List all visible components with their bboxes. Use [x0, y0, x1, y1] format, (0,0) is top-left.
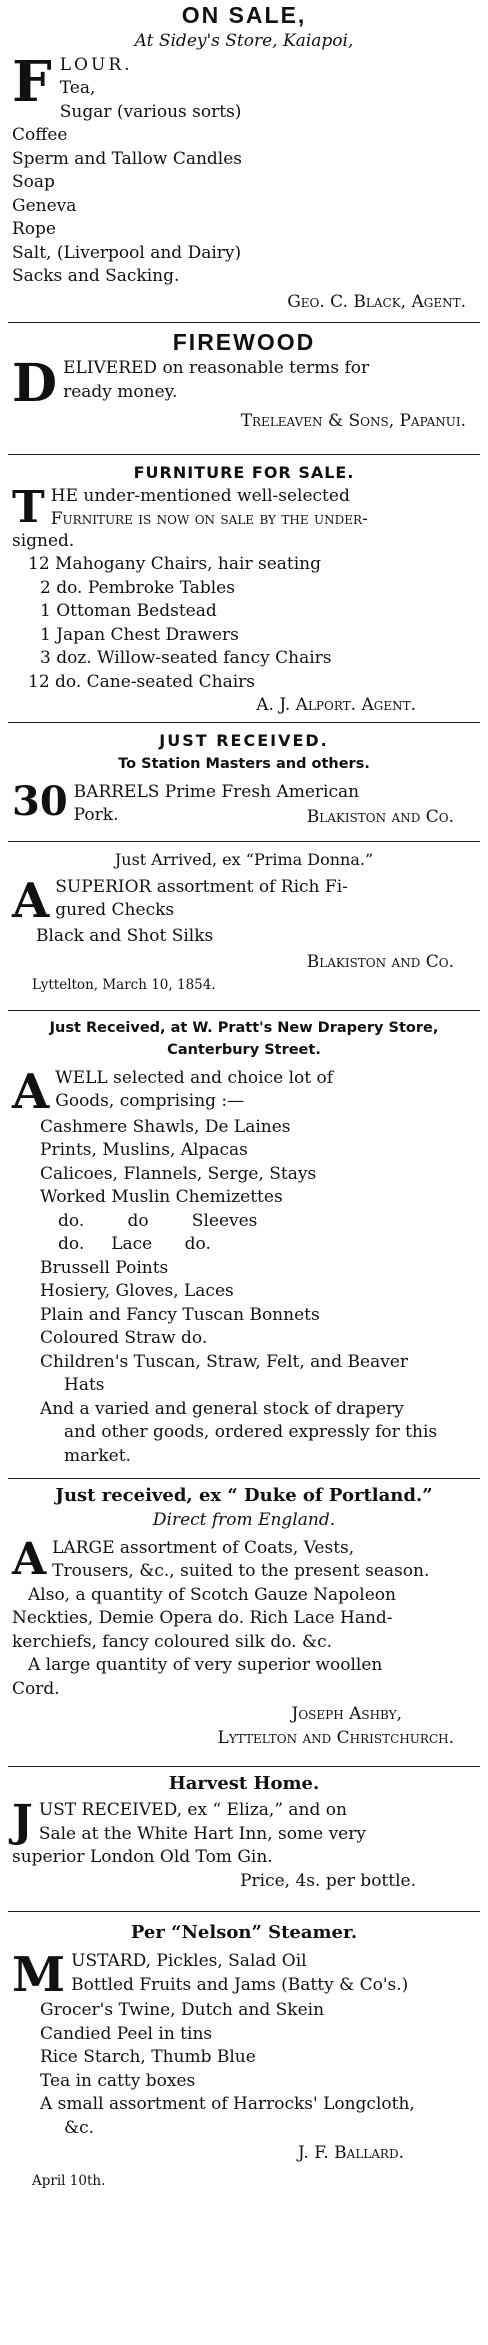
ad-text-line: HE under-mentioned well-selected — [50, 485, 350, 506]
list-item: do. do Sleeves — [58, 1210, 258, 1231]
ad-price: Price, 4s. per bottle. — [240, 1870, 416, 1891]
list-item: Hosiery, Gloves, Laces — [40, 1281, 234, 1301]
list-item: Worked Muslin Chemizettes — [40, 1187, 283, 1207]
ad-text-line: Black and Shot Silks — [36, 925, 214, 946]
item-list — [12, 1999, 476, 2140]
ad-subtitle: To Station Masters and others. — [118, 755, 370, 772]
ad-text-line: ready money. — [63, 381, 178, 402]
ad-text-line: And a varied and general stock of drapery — [40, 1398, 404, 1419]
divider — [8, 322, 480, 323]
list-item: Sacks and Sacking. — [12, 266, 180, 286]
ad-text-line: gured Checks — [55, 900, 175, 920]
drop-cap: T — [12, 481, 45, 533]
list-item: Cashmere Shawls, De Laines — [40, 1116, 291, 1137]
list-item: Geneva — [12, 195, 77, 216]
item-list — [12, 1116, 476, 1398]
ad-pratt-drapery — [12, 1017, 476, 1469]
ad-duke-of-portland — [12, 1483, 476, 1750]
item-list — [12, 77, 476, 289]
drop-cap: A — [12, 872, 50, 929]
ad-title: Per “Nelson” Steamer. — [130, 1922, 358, 1943]
ad-harvest-home — [12, 1771, 476, 1893]
divider — [8, 1010, 480, 1011]
divider — [8, 454, 480, 455]
list-item: Plain and Fancy Tuscan Bonnets — [40, 1304, 320, 1325]
drop-cap: A — [12, 1533, 47, 1585]
ad-dateline: April 10th. — [32, 2172, 106, 2189]
ad-text-line: SUPERIOR assortment of Rich Fi- — [55, 876, 348, 897]
ad-just-received — [12, 729, 476, 830]
list-item: Soap — [12, 172, 55, 192]
ad-title: FURNITURE FOR SALE. — [133, 462, 355, 482]
list-item: 12 do. Cane-seated Chairs — [28, 671, 256, 692]
list-item: Coffee — [12, 125, 68, 145]
ad-text-line: signed. — [12, 530, 75, 551]
ad-title: Just Arrived, ex “Prima Donna.” — [114, 850, 374, 869]
ad-text-line: and other goods, ordered expressly for this — [64, 1422, 438, 1442]
ad-text-line: Bottled Fruits and Jams (Batty & Co's.) — [71, 1974, 409, 1995]
item-list — [12, 553, 476, 694]
drop-cap: F — [12, 48, 52, 115]
drop-cap: J — [12, 1796, 33, 1847]
ad-text-line: BARRELS Prime Fresh American — [73, 781, 360, 802]
list-item: Tea in catty boxes — [40, 2070, 196, 2091]
list-item: Coloured Straw do. — [40, 1328, 208, 1348]
ad-text-line: Pork. — [73, 805, 119, 825]
divider — [8, 1911, 480, 1912]
ad-title: FIREWOOD — [172, 329, 316, 355]
ad-text-line: UST RECEIVED, ex “ Eliza,” and on — [38, 1800, 347, 1820]
ad-signature-location: Lyttelton and Christchurch. — [217, 1727, 454, 1748]
ad-subtitle: Direct from England. — [152, 1510, 336, 1530]
list-item: 1 Japan Chest Drawers — [40, 624, 239, 645]
ad-text-line: Neckties, Demie Opera do. Rich Lace Hand- — [12, 1608, 393, 1628]
divider — [8, 722, 480, 723]
list-item: Calicoes, Flannels, Serge, Stays — [40, 1163, 317, 1184]
ad-title: JUST RECEIVED. — [159, 730, 329, 750]
list-item: do. Lace do. — [58, 1234, 211, 1254]
drop-cap: D — [12, 353, 58, 414]
list-item: Rope — [12, 219, 56, 239]
ad-text-line: market. — [64, 1445, 131, 1466]
list-item: A small assortment of Harrocks' Longcloth, — [40, 2094, 415, 2114]
ad-text-line: Furniture is now on sale by the under- — [50, 509, 368, 529]
ad-on-sale — [12, 0, 476, 314]
list-item: &c. — [64, 2117, 95, 2138]
list-item: 12 Mahogany Chairs, hair seating — [28, 554, 321, 574]
ad-signature: Joseph Ashby, — [291, 1704, 402, 1724]
ad-nelson-steamer — [12, 1920, 476, 2193]
drop-cap: M — [12, 1947, 66, 2003]
ad-signature: Treleaven & Sons, Papanui. — [240, 411, 466, 431]
list-item: Brussell Points — [40, 1257, 169, 1278]
list-item: Prints, Muslins, Alpacas — [40, 1140, 248, 1160]
list-item: Hats — [64, 1375, 105, 1395]
ad-dateline: Lyttelton, March 10, 1854. — [32, 977, 216, 993]
list-item: Tea, — [59, 78, 96, 98]
list-item: Sperm and Tallow Candles — [12, 148, 243, 169]
ad-signature: Blakiston and Co. — [306, 806, 454, 827]
ad-subtitle: Canterbury Street. — [167, 1041, 321, 1058]
ad-text-line: Also, a quantity of Scotch Gauze Napoleon — [28, 1584, 396, 1605]
ad-text-line: Goods, comprising :— — [55, 1091, 245, 1111]
ad-signature: J. F. Ballard. — [297, 2143, 404, 2163]
ad-first-line: LOUR. — [59, 54, 133, 75]
ad-text-line: A large quantity of very superior woollen — [28, 1655, 383, 1675]
list-item: Salt, (Liverpool and Dairy) — [12, 242, 242, 263]
list-item: Rice Starch, Thumb Blue — [40, 2047, 256, 2067]
divider — [8, 1766, 480, 1767]
divider — [8, 1478, 480, 1479]
ad-text-line: Trousers, &c., suited to the present season. — [52, 1561, 430, 1581]
drop-cap: 30 — [12, 777, 68, 825]
ad-firewood — [12, 327, 476, 434]
divider — [8, 841, 480, 842]
ad-signature: A. J. Alport. Agent. — [256, 695, 416, 715]
ad-text-line: Cord. — [12, 1678, 60, 1699]
list-item: 2 do. Pembroke Tables — [40, 577, 235, 598]
ad-signature: Blakiston and Co. — [306, 951, 454, 972]
ad-text-line: ELIVERED on reasonable terms for — [63, 358, 370, 378]
ad-text-line: superior London Old Tom Gin. — [12, 1847, 273, 1867]
ad-title: Harvest Home. — [168, 1773, 320, 1794]
ad-subtitle: At Sidey's Store, Kaiapoi, — [134, 31, 354, 51]
ad-title: Just Received, at W. Pratt's New Drapery Store, — [49, 1019, 439, 1036]
ad-title: Just received, ex “ Duke of Portland.” — [55, 1485, 433, 1506]
ad-title: ON SALE, — [181, 2, 307, 28]
list-item: 1 Ottoman Bedstead — [40, 601, 217, 621]
drop-cap: A — [12, 1063, 50, 1120]
ad-text-line: kerchiefs, fancy coloured silk do. &c. — [12, 1631, 333, 1652]
ad-furniture — [12, 461, 476, 718]
list-item: Grocer's Twine, Dutch and Skein — [40, 2000, 325, 2020]
ad-prima-donna — [12, 848, 476, 998]
list-item: Candied Peel in tins — [40, 2023, 213, 2044]
list-item: Children's Tuscan, Straw, Felt, and Beaver — [40, 1351, 409, 1372]
ad-text-line: LARGE assortment of Coats, Vests, — [52, 1537, 355, 1558]
ad-text-line: WELL selected and choice lot of — [55, 1067, 334, 1088]
list-item: 3 doz. Willow-seated fancy Chairs — [40, 648, 332, 668]
ad-text-line: USTARD, Pickles, Salad Oil — [71, 1951, 307, 1971]
list-item: Sugar (various sorts) — [59, 101, 242, 122]
ad-signature: Geo. C. Black, Agent. — [287, 291, 466, 312]
ad-text-line: Sale at the White Hart Inn, some very — [38, 1823, 366, 1844]
